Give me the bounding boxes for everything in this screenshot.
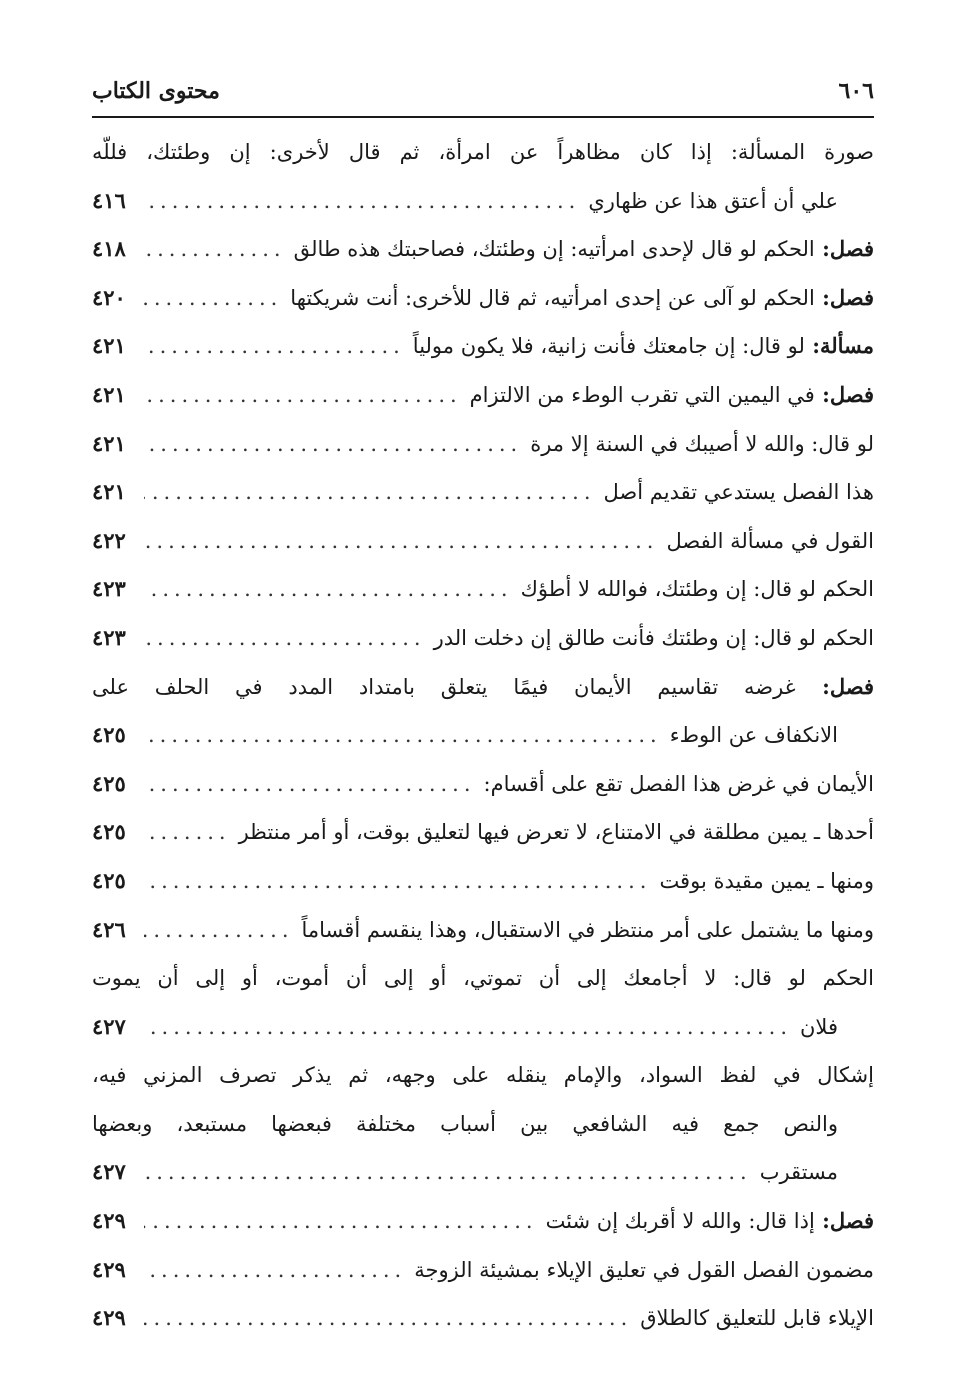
toc-line — [92, 468, 874, 517]
toc-line — [92, 1148, 874, 1197]
toc-entry-label: مسألة: — [804, 333, 874, 359]
toc-entry-title: صورة المسألة: إذا كان مظاهراً عن امرأة، ثم قال لأخرى: إن وطئتك، فللّه — [92, 140, 874, 164]
toc-page-number: ٤٢٣ — [92, 576, 126, 602]
toc-line-text — [666, 517, 874, 566]
toc-entry-title: الحكم لو قال لإحدى امرأتيه: إن وطئتك، فصاحبتك هذه طالق — [293, 237, 815, 262]
toc-line — [92, 954, 874, 1003]
toc-page-number: ٤٢١ — [92, 381, 126, 407]
toc-entry — [92, 517, 874, 566]
dot-leader — [144, 808, 231, 857]
toc-entry-title: الحكم لو قال: إن وطئتك فأنت طالق إن دخلت الدر — [433, 625, 874, 650]
toc-entry-title: غرضه تقاسيم الأيمان فيمًا يتعلق بامتداد المدد في الحلف على — [92, 674, 796, 699]
dot-leader — [144, 1003, 792, 1052]
toc-page-number: ٤١٨ — [92, 236, 126, 262]
dot-leader — [144, 1148, 752, 1197]
toc-entry — [92, 468, 874, 517]
toc-line-text — [92, 1100, 838, 1149]
toc-entry — [92, 274, 874, 323]
toc-entry-label: فصل: — [795, 673, 874, 699]
toc-page-number: ٤٢٩ — [92, 1256, 126, 1282]
toc-page-number: ٤٢١ — [92, 479, 126, 505]
toc-page-number: ٤٢٣ — [92, 624, 126, 650]
toc-line — [92, 1100, 874, 1149]
page-title: محتوى الكتاب — [92, 78, 226, 104]
toc-line-text — [659, 857, 874, 906]
toc-page-number: ٤٢٦ — [92, 916, 126, 942]
toc-entry — [92, 1294, 874, 1343]
toc-line-text — [434, 614, 874, 663]
toc-entry — [92, 614, 874, 663]
page — [92, 78, 874, 1343]
toc-line-text — [800, 1003, 838, 1052]
toc-entry-title: والنص جمع فيه الشافعي بين أسباب مختلفة فبعضها مستبعد، وبعضها — [92, 1111, 838, 1136]
toc-entry — [92, 1197, 874, 1246]
toc-line — [92, 1246, 874, 1295]
toc-page-number: ٤٢١ — [92, 333, 126, 359]
toc-line — [92, 420, 874, 469]
toc-entry-title: الأيمان في غرض هذا الفصل تقع على أقسام: — [483, 771, 874, 796]
page-number: ٦٠٦ — [833, 78, 874, 104]
toc-page-number: ٤٢٧ — [92, 1013, 126, 1039]
toc-line — [92, 857, 874, 906]
toc-entry — [92, 322, 874, 371]
toc-entry-title: الإيلاء قابل للتعليق كالطلاق — [640, 1306, 874, 1331]
toc-entry-title: الحكم لو آلى عن إحدى امرأتيه، ثم قال للأخرى: أنت شريكتها — [290, 285, 815, 310]
dot-leader — [144, 1294, 632, 1343]
toc-line-text — [92, 128, 874, 177]
toc-line — [92, 906, 874, 955]
toc-line-text — [588, 177, 838, 226]
toc-line — [92, 274, 874, 323]
toc-entry-title: لو قال: إن جامعتك فأنت زانية، فلا يكون مولياً — [412, 334, 805, 359]
toc-line-text — [530, 420, 874, 469]
toc-page-number: ٤٢٧ — [92, 1159, 126, 1185]
toc-entry — [92, 1246, 874, 1295]
toc-entry-label: فصل: — [814, 381, 874, 407]
toc-entry — [92, 954, 874, 1051]
toc-page-number: ٤٢٩ — [92, 1305, 126, 1331]
toc-line — [92, 614, 874, 663]
toc-entry-title: الحكم لو قال: لا أجامعك إلى أن تموتي، أو إلى أن أموت، أو إلى أن يموت — [92, 966, 874, 991]
toc-line-text — [760, 1148, 838, 1197]
toc-entry — [92, 225, 874, 274]
dot-leader — [144, 371, 462, 420]
dot-leader — [144, 1246, 406, 1295]
toc-page-number: ٤٢٥ — [92, 722, 126, 748]
toc-line-text — [290, 274, 874, 323]
toc-line-text — [670, 711, 838, 760]
toc-page-number: ٤٢٥ — [92, 819, 126, 845]
toc-line-text — [413, 322, 874, 371]
toc-entry-label: فصل: — [814, 1208, 874, 1234]
toc-entry — [92, 371, 874, 420]
toc-page-number: ٤٢٩ — [92, 1208, 126, 1234]
toc-line — [92, 663, 874, 712]
toc-entry-title: لو قال: والله لا أصيبك في السنة إلا مرة — [530, 431, 874, 456]
toc-line-text — [640, 1294, 874, 1343]
toc-entry-title: في اليمين التي تقرب الوطء من الالتزام — [469, 382, 815, 407]
dot-leader — [144, 517, 658, 566]
dot-leader — [144, 857, 651, 906]
dot-leader — [144, 906, 294, 955]
toc-entry — [92, 906, 874, 955]
dot-leader — [144, 711, 662, 760]
toc-line-text — [414, 1246, 874, 1295]
toc-line-text — [546, 1197, 874, 1246]
toc-entry-title: إشكال في لفظ السواد، والإمام ينقله على وجهه، ثم يذكر تصرف المزني فيه، — [92, 1063, 874, 1088]
toc-line — [92, 760, 874, 809]
toc-line-text — [92, 663, 874, 712]
toc-page-number: ٤٢١ — [92, 430, 126, 456]
dot-leader — [144, 420, 522, 469]
toc-page-number: ٤٢٥ — [92, 770, 126, 796]
toc-line-text — [521, 565, 874, 614]
toc-line-text — [484, 760, 874, 809]
toc-page-number: ٤١٦ — [92, 187, 126, 213]
dot-leader — [144, 565, 513, 614]
toc-entry — [92, 1051, 874, 1197]
toc-entry — [92, 857, 874, 906]
toc-entry-label: فصل: — [814, 284, 874, 310]
toc-line — [92, 808, 874, 857]
toc-line — [92, 565, 874, 614]
toc-entry-title: هذا الفصل يستدعي تقديم أصل — [603, 480, 874, 505]
toc-entry-title: الانكفاف عن الوطء — [669, 723, 838, 748]
toc-line — [92, 371, 874, 420]
toc-entry — [92, 808, 874, 857]
dot-leader — [144, 177, 580, 226]
toc-line-text — [294, 225, 874, 274]
toc-line-text — [302, 906, 874, 955]
dot-leader — [144, 468, 596, 517]
toc-entry — [92, 760, 874, 809]
toc-entry-title: الحكم لو قال: إن وطئتك، فوالله لا أطؤك — [520, 577, 874, 602]
toc-page-number: ٤٢٥ — [92, 867, 126, 893]
toc-entry — [92, 420, 874, 469]
toc-entry-title: علي أن أعتق هذا عن ظهاري — [588, 188, 838, 213]
toc-entry-label: فصل: — [814, 236, 874, 262]
dot-leader — [144, 1197, 538, 1246]
toc-line-text — [604, 468, 874, 517]
toc-line — [92, 225, 874, 274]
toc-entry-title: أحدها ـ يمين مطلقة في الامتناع، لا تعرض فيها لتعليق بوقت، أو أمر منتظر — [238, 820, 874, 845]
toc-entry-title: مستقرب — [759, 1160, 838, 1185]
toc-entry-title: ومنها ما يشتمل على أمر منتظر في الاستقبال، وهذا ينقسم أقساماً — [301, 917, 874, 942]
toc-entry — [92, 128, 874, 225]
toc-list — [92, 128, 874, 1343]
toc-line-text — [470, 371, 874, 420]
toc-line — [92, 1197, 874, 1246]
dot-leader — [144, 322, 405, 371]
toc-entry-title: إذا قال: والله لا أقربك إن شئت — [545, 1209, 815, 1234]
toc-entry-title: فلان — [800, 1014, 838, 1039]
toc-line-text — [239, 808, 874, 857]
toc-entry-title: ومنها ـ يمين مقيدة بوقت — [659, 868, 874, 893]
dot-leader — [144, 274, 282, 323]
toc-line-text — [92, 954, 874, 1003]
toc-page-number: ٤٢٢ — [92, 527, 126, 553]
toc-line — [92, 322, 874, 371]
dot-leader — [144, 225, 286, 274]
toc-line — [92, 177, 874, 226]
dot-leader — [144, 614, 426, 663]
toc-line — [92, 517, 874, 566]
toc-entry — [92, 565, 874, 614]
toc-page-number: ٤٢٠ — [92, 284, 126, 310]
toc-line-text — [92, 1051, 874, 1100]
toc-line — [92, 711, 874, 760]
dot-leader — [144, 760, 476, 809]
toc-entry — [92, 663, 874, 760]
toc-line — [92, 1003, 874, 1052]
toc-line — [92, 128, 874, 177]
running-header — [92, 78, 874, 118]
toc-entry-title: مضمون الفصل القول في تعليق الإيلاء بمشيئة الزوجة — [414, 1257, 874, 1282]
toc-line — [92, 1294, 874, 1343]
toc-entry-title: القول في مسألة الفصل — [666, 528, 874, 553]
toc-line — [92, 1051, 874, 1100]
